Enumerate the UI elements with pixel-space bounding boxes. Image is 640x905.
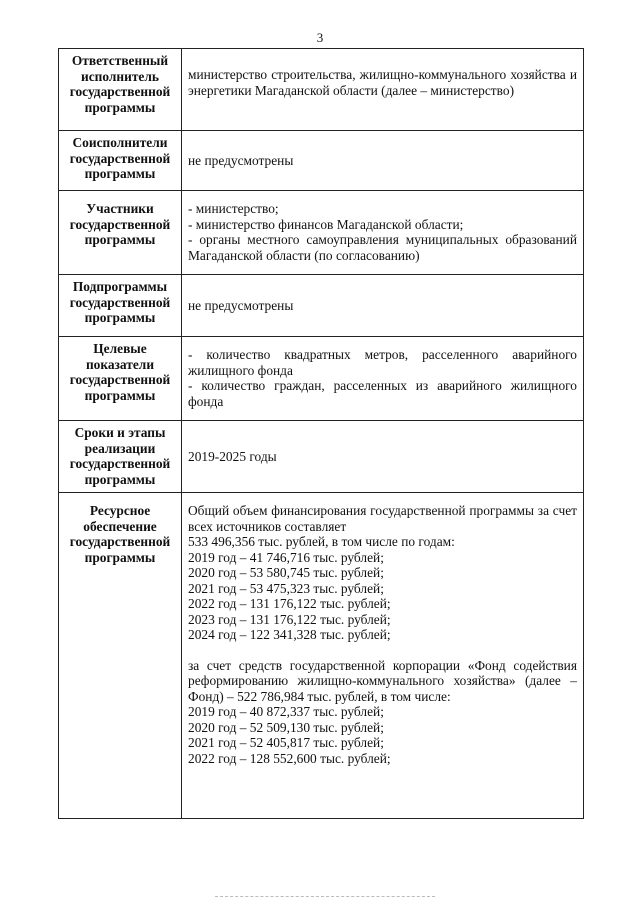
value-line: 2021 год – 53 475,323 тыс. рублей; [188, 580, 384, 596]
page-number: 3 [316, 30, 324, 45]
row-label: Целевые показатели государственной программы [59, 337, 182, 421]
value-line: министерство строительства, жилищно-коммунального хозяйства и энергетики Магаданской области (далее – министерство) [188, 67, 577, 98]
table-row [59, 49, 584, 131]
row-label: Соисполнители государственной программы [59, 131, 182, 191]
value-line: - количество граждан, расселенных из аварийного жилищного фонда [188, 378, 577, 409]
row-value [182, 493, 584, 819]
value-line: 2019-2025 годы [188, 448, 277, 464]
row-value [182, 131, 584, 191]
value-line: 2019 год – 40 872,337 тыс. рублей; [188, 704, 384, 719]
value-line: 2022 год – 131 176,122 тыс. рублей; [188, 596, 391, 611]
table-row [59, 275, 584, 337]
row-label: Участники государственной программы [59, 191, 182, 275]
table-row [59, 131, 584, 191]
row-label: Сроки и этапы реализации государственной программы [59, 421, 182, 493]
value-line: - количество квадратных метров, расселенного аварийного жилищного фонда [188, 347, 577, 378]
value-line: за счет средств государственной корпорации «Фонд содействия реформированию жилищно-коммунального хозяйства» (далее – Фонд) – 522 786,984 тыс. рублей, в том числе: [188, 657, 577, 704]
program-passport-table [58, 48, 584, 819]
value-line: 2020 год – 52 509,130 тыс. рублей; [188, 719, 384, 735]
value-line: 2023 год – 131 176,122 тыс. рублей; [188, 611, 391, 627]
value-line: 2022 год – 128 552,600 тыс. рублей; [188, 750, 391, 766]
value-line: 2019 год – 41 746,716 тыс. рублей; [188, 549, 384, 565]
value-line: - министерство финансов Магаданской области; [188, 216, 464, 232]
row-label: Ответственный исполнитель государственной программы [59, 49, 182, 131]
value-line: 533 496,356 тыс. рублей, в том числе по годам: [188, 534, 455, 549]
row-label: Подпрограммы государственной программы [59, 275, 182, 337]
row-value [182, 275, 584, 337]
value-line: - министерство; [188, 201, 279, 216]
value-line: не предусмотрены [188, 152, 294, 168]
value-line: Общий объем финансирования государственной программы за счет всех источников составляет [188, 503, 577, 534]
value-line: 2021 год – 52 405,817 тыс. рублей; [188, 735, 384, 750]
table-row [59, 421, 584, 493]
row-value [182, 191, 584, 275]
paragraph-gap [188, 643, 577, 658]
table-row [59, 191, 584, 275]
row-value [182, 337, 584, 421]
table-row [59, 493, 584, 819]
scan-edge-rule [215, 896, 435, 897]
value-line: - органы местного самоуправления муниципальных образований Магаданской области (по согласованию) [188, 232, 577, 263]
row-value [182, 49, 584, 131]
table-row [59, 337, 584, 421]
value-line: 2024 год – 122 341,328 тыс. рублей; [188, 627, 391, 642]
value-line: 2020 год – 53 580,745 тыс. рублей; [188, 565, 384, 580]
row-value [182, 421, 584, 493]
value-line: не предусмотрены [188, 297, 294, 313]
row-label: Ресурсное обеспечение государственной программы [59, 493, 182, 819]
